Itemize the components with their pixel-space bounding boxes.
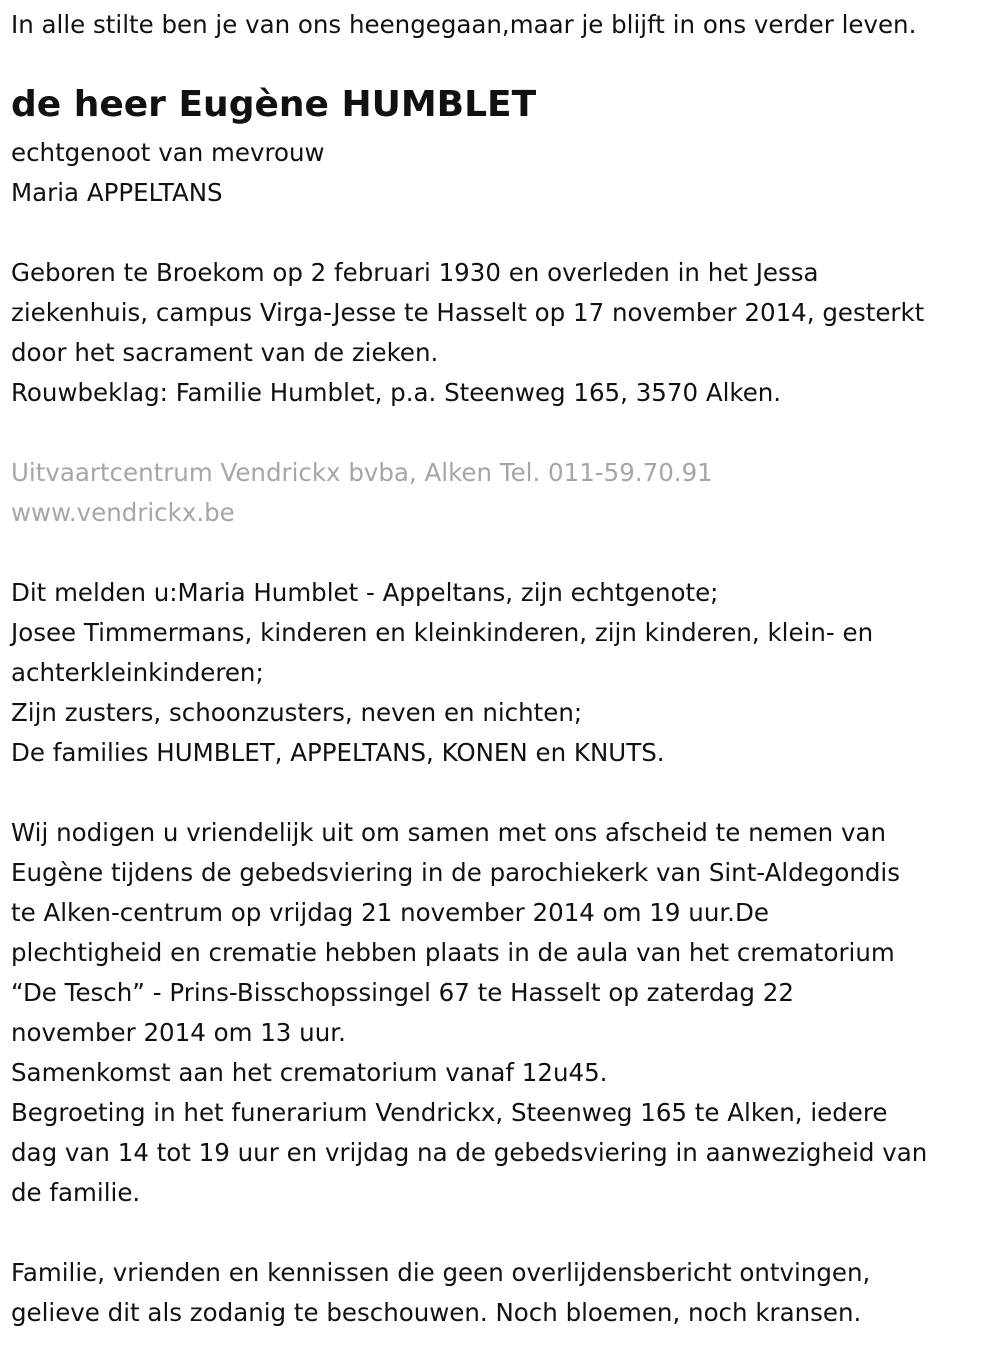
announcer-line: Dit melden u:Maria Humblet - Appeltans, zijn echtgenote; [11,578,719,607]
ceremony-line: de familie. [11,1178,141,1207]
funeral-home-contact: Uitvaartcentrum Vendrickx bvba, Alken Tel. 011-59.70.91 [11,458,713,487]
ceremony-line: november 2014 om 13 uur. [11,1018,346,1047]
intro-text: In alle stilte ben je van ons heengegaan,maar je blijft in ons verder leven. [11,10,917,39]
spouse-line: echtgenoot van mevrouw [11,138,325,167]
ceremony-line: dag van 14 tot 19 uur en vrijdag na de gebedsviering in aanwezigheid van [11,1138,928,1167]
ceremony-line: te Alken-centrum op vrijdag 21 november 2014 om 19 uur.De [11,898,769,927]
announcer-line: Zijn zusters, schoonzusters, neven en nichten; [11,698,583,727]
closing-line: Familie, vrienden en kennissen die geen overlijdensbericht ontvingen, [11,1258,871,1287]
ceremony-line: Eugène tijdens de gebedsviering in de parochiekerk van Sint-Aldegondis [11,858,900,887]
ceremony-line: Samenkomst aan het crematorium vanaf 12u45. [11,1058,608,1087]
deceased-name: de heer Eugène HUMBLET [11,84,537,125]
announcer-line: De families HUMBLET, APPELTANS, KONEN en KNUTS. [11,738,665,767]
spouse-name: Maria APPELTANS [11,178,223,207]
announcer-line: Josee Timmermans, kinderen en kleinkinderen, zijn kinderen, klein- en [11,618,874,647]
condolence-address: Rouwbeklag: Familie Humblet, p.a. Steenweg 165, 3570 Alken. [11,378,782,407]
bio-line: door het sacrament van de zieken. [11,338,439,367]
announcer-line: achterkleinkinderen; [11,658,264,687]
funeral-home-website: www.vendrickx.be [11,498,235,527]
ceremony-line: Begroeting in het funerarium Vendrickx, Steenweg 165 te Alken, iedere [11,1098,888,1127]
ceremony-line: plechtigheid en crematie hebben plaats in de aula van het crematorium [11,938,895,967]
bio-line: ziekenhuis, campus Virga-Jesse te Hasselt op 17 november 2014, gesterkt [11,298,925,327]
closing-line: gelieve dit als zodanig te beschouwen. Noch bloemen, noch kransen. [11,1298,862,1327]
ceremony-line: Wij nodigen u vriendelijk uit om samen met ons afscheid te nemen van [11,818,887,847]
ceremony-line: “De Tesch” - Prins-Bisschopssingel 67 te Hasselt op zaterdag 22 [11,978,794,1007]
bio-line: Geboren te Broekom op 2 februari 1930 en overleden in het Jessa [11,258,819,287]
